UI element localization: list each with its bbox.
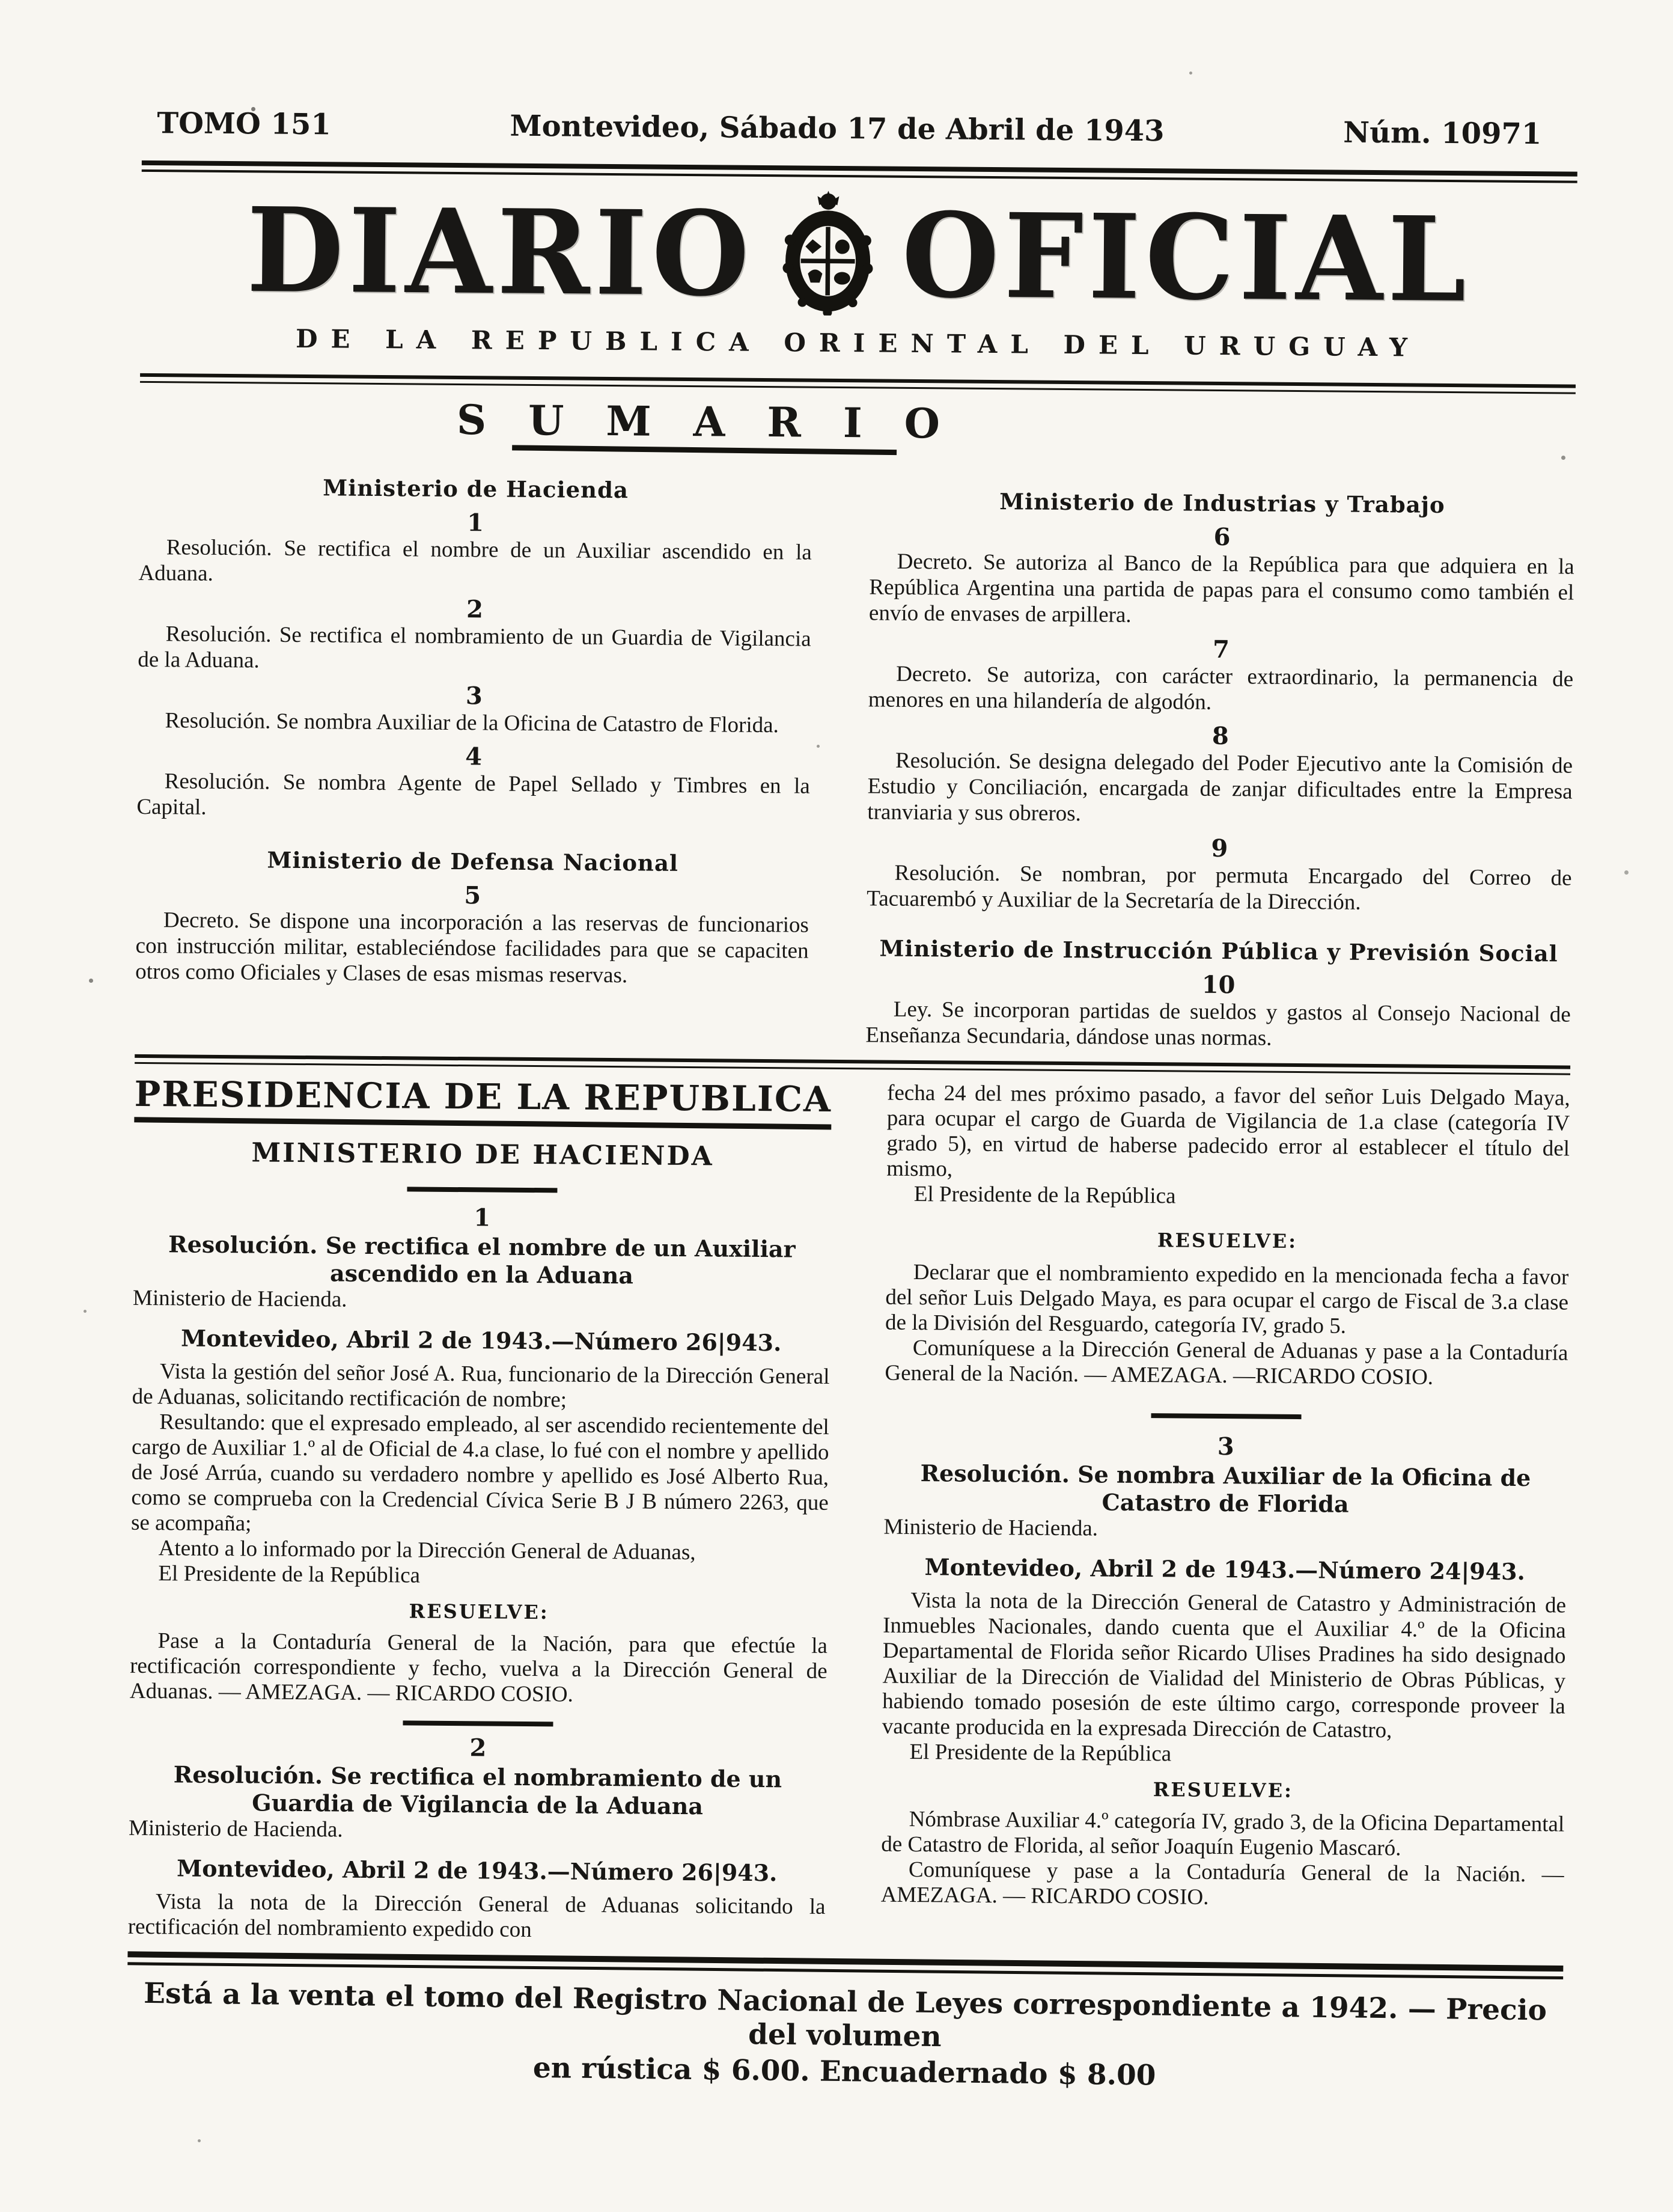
dateline: Montevideo, Abril 2 de 1943.—Número 26|943. [180,1324,782,1357]
sumario-item [135,881,809,990]
sumario-item-text: Resolución. Se rectifica el nombre de un Auxiliar ascendido en la Aduana. [138,535,812,586]
page-header [142,106,1577,151]
sumario-item-text: Ley. Se incorporan partidas de sueldos y gastos al Consejo Nacional de Enseñanza Secundaria, dándose unas normas. [865,997,1571,1051]
sumario-item [865,970,1571,1053]
ministry-heading: Ministerio de Hacienda [323,474,629,504]
org-line: Ministerio de Hacienda. [128,1815,343,1842]
paragraph: Nómbrase Auxiliar 4.º categoría IV, grado 3, de la Oficina Departamental de Catastro de Florida, al señor Joaquín Eugenio Mascaró. [881,1806,1565,1861]
sumario-item-number: 4 [465,742,483,771]
tome-label: TOMO 151 [157,106,331,142]
sumario-item-text: Resolución. Se nombran, por permuta Encargado del Correo de Tacuarembó y Auxiliar de la Secretaría de la Dirección. [867,860,1572,915]
paragraph: Vista la nota de la Dirección General de Catastro y Administración de Inmuebles Nacionales, dando cuenta que el Auxiliar 4.º de la Oficina Departamental de Florida señor Ricardo Ulises Pradines ha sido designado Auxiliar de la Dirección de Vialidad del Ministerio de Obras Públicas, y habiendo tomado posesión de este último cargo, corresponde proveer la vacante producida en la expresada Dirección de Catastro, [882,1588,1567,1743]
resolution-title: Resolución. Se nombra Auxiliar de la Oficina de Catastro de Florida [920,1459,1531,1518]
dateline: Montevideo, Abril 2 de 1943.—Número 24|943. [924,1553,1526,1586]
scan-specks [0,0,2,2]
ministry-heading: Ministerio de Instrucción Pública y Previsión Social [879,935,1558,967]
ornament-rule [403,1720,553,1726]
sumario-item-text: Decreto. Se autoriza, con carácter extraordinario, la permanencia de menores en una hilandería de algodón. [868,661,1574,715]
sumario-left-column [135,460,812,1048]
issue-number: Núm. 10971 [1343,115,1542,151]
sumario-item [138,594,811,678]
masthead-bottom-rule [140,373,1576,394]
sumario-item [868,634,1574,718]
sumario-item-text: Resolución. Se rectifica el nombramiento de un Guardia de Vigilancia de la Aduana. [138,622,811,673]
paragraph: Atento a lo informado por la Dirección General de Aduanas, [158,1536,696,1565]
sumario-item-text: Resolución. Se designa delegado del Poder Ejecutivo ante la Comisión de Estudio y Conciliación, encargada de zanjar dificultades entre la Empresa tranviaria y sus obreros. [867,748,1573,826]
ornament-rule [1151,1413,1301,1419]
main-left-column [128,1075,832,1945]
sumario-item-text: Decreto. Se dispone una incorporación a las reservas de funcionarios con instrucción militar, estableciéndose facilidades para que se capaciten otros como Oficiales y Clases de esas mismas reservas. [135,908,809,988]
resolution-number: 1 [474,1203,491,1232]
paragraph: El Presidente de la República [913,1182,1176,1209]
resuelve-label: RESUELVE: [1157,1229,1298,1253]
footer-line-1: Está a la venta el tomo del Registro Nacional de Leyes correspondiente a 1942. — Precio del volumen [143,1976,1547,2054]
sumario-item-number: 6 [1213,522,1231,552]
ornament-rule [407,1187,558,1193]
paragraph: Comuníquese y pase a la Contaduría General de la Nación. — AMEZAGA. — RICARDO COSIO. [880,1857,1564,1910]
coat-of-arms-icon [782,190,874,319]
masthead-subtitle: DE LA REPUBLICA ORIENTAL DEL URUGUAY [295,323,1421,362]
paragraph: Vista la gestión del señor José A. Rua, funcionario de la Dirección General de Aduanas, solicitando rectificación de nombre; [132,1359,830,1413]
sumario-right-column [865,466,1575,1053]
resuelve-label: RESUELVE: [409,1599,549,1624]
sumario-item-number: 10 [1201,970,1236,1000]
org-line: Ministerio de Hacienda. [883,1514,1099,1541]
resolution-2 [128,1733,827,1945]
masthead [141,181,1577,328]
masthead-title-right: OFICIAL [901,186,1472,328]
resolution-3 [881,1432,1568,1913]
ministry-heading: MINISTERIO DE HACIENDA [251,1137,714,1172]
paragraph: Comuníquese a la Dirección General de Aduanas y pase a la Contaduría General de la Nación. — AMEZAGA. —RICARDO COSIO. [885,1336,1568,1390]
sumario-item-number: 9 [1211,834,1228,863]
section-divider-rule [135,1054,1570,1075]
sumario-item-number: 2 [466,595,484,624]
sumario-item [867,721,1573,830]
ministry-heading: Ministerio de Defensa Nacional [267,846,679,876]
sumario-columns [135,460,1575,1054]
sumario-item-number: 1 [467,509,484,537]
paragraph: El Presidente de la República [158,1561,421,1588]
paragraph: Vista la nota de la Dirección General de Aduanas solicitando la rectificación del nombramiento expedido con [127,1889,826,1943]
sumario-item-number: 3 [465,682,483,710]
sumario-title: SUMARIO [456,396,983,448]
resolution-title: Resolución. Se rectifica el nombramiento de un Guardia de Vigilancia de la Aduana [173,1761,782,1820]
paragraph-continuation: fecha 24 del mes próximo pasado, a favor del señor Luis Delgado Maya, para ocupar el cargo de Guarda de Vigilancia de 1.a clase (categoría IV grado 5), en virtud de haberse padecido error al establecer el título del mismo, [886,1080,1570,1182]
resuelve-label: RESUELVE: [1153,1778,1294,1803]
sumario-item-number: 7 [1212,635,1230,664]
masthead-top-rule [142,160,1577,183]
sumario-item [136,742,810,825]
resolution-number: 2 [469,1734,487,1762]
sumario-item [869,522,1574,631]
paragraph: Resultando: que el expresado empleado, al ser ascendido recientemente del cargo de Auxiliar 1.º al de Oficial de 4.a clase, lo fué con el nombre y apellido de José Arrúa, cuando su verdadero nombre y apellido es José Alberto Rua, como se comprueba con la Credencial Cívica Serie B J B número 2263, que se acompaña; [130,1410,829,1536]
resolution-title: Resolución. Se rectifica el nombre de un Auxiliar ascendido en la Aduana [168,1230,796,1289]
sumario-item-number: 5 [464,881,481,910]
sumario-item-text: Resolución. Se nombra Auxiliar de la Oficina de Catastro de Florida. [165,708,779,738]
ministry-heading: Ministerio de Industrias y Trabajo [999,488,1445,518]
resolution-1 [130,1203,831,1709]
footer-line-2: en rústica $ 6.00. Encuadernado $ 8.00 [532,2051,1156,2092]
footer-rule [127,1951,1563,1979]
sumario-item-text: Resolución. Se nombra Agente de Papel Sellado y Timbres en la Capital. [136,769,810,820]
sumario-item [137,681,811,739]
dateline: Montevideo, Abril 2 de 1943.—Número 26|943. [176,1854,778,1887]
org-line: Ministerio de Hacienda. [132,1285,347,1312]
sumario-item-number: 8 [1211,721,1230,751]
sumario-item [138,508,812,591]
resolution-number: 3 [1217,1432,1234,1461]
footer-notice [126,1977,1563,2098]
section-title: PRESIDENCIA DE LA REPUBLICA [134,1073,832,1120]
sumario-item-text: Decreto. Se autoriza al Banco de la República para que adquiera en la República Argentina una partida de papas para el consumo como también el envío de envases de arpillera. [868,549,1574,628]
main-right-column [880,1081,1570,1951]
paragraph: Declarar que el nombramiento expedido en la mencionada fecha a favor del señor Luis Delgado Maya, es para ocupar el cargo de Fiscal de 3.a clase de la División del Resguardo, categoría IV, grado 5. [885,1260,1569,1339]
paragraph: Pase a la Contaduría General de la Nación, para que efectúe la rectificación correspondiente y fecho, vuelva a la Dirección General de Aduanas. — AMEZAGA. — RICARDO COSIO. [129,1628,828,1707]
paragraph: El Presidente de la República [909,1739,1172,1767]
main-columns [128,1075,1570,1951]
sumario-item [867,833,1572,917]
issue-date: Montevideo, Sábado 17 de Abril de 1943 [510,109,1165,148]
masthead-title-left: DIARIO [246,181,755,322]
